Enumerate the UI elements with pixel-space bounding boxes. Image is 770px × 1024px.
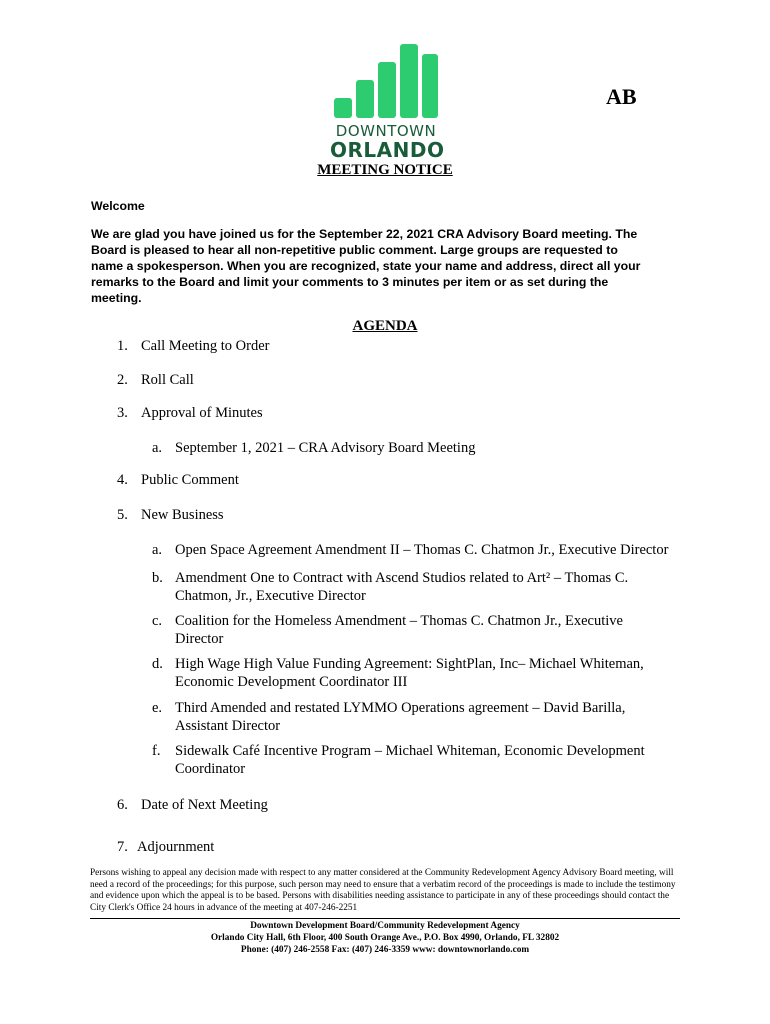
downtown-orlando-logo <box>330 40 445 162</box>
agenda-subitem: a. Open Space Agreement Amendment II – Thomas C. Chatmon Jr., Executive Director <box>152 542 669 558</box>
appeal-disclaimer: Persons wishing to appeal any decision made with respect to any matter considered at the Community Redevelopment Agency Advisory Board meeting, will need a record of the proceedings; for this purpose, such person may need to ensure that a verbatim record of the proceedings is made to include the testimony and evidence upon which the appeal is to be based. Persons with disabilities needing assistance to participate in any of these proceedings should contact the City Clerk's Office 24 hours in advance of the meeting at 407-246-2251 <box>90 868 676 913</box>
footer-contact: Phone: (407) 246-2558 Fax: (407) 246-3359 www: downtownorlando.com <box>240 945 530 955</box>
agenda-subitem: f. Sidewalk Café Incentive Program – Michael Whiteman, Economic Development Coordinator <box>152 743 645 777</box>
document-code: AB <box>606 84 637 109</box>
agenda-subitem: e. Third Amended and restated LYMMO Operations agreement – David Barilla, Assistant Director <box>152 700 626 734</box>
footer-divider <box>90 918 680 919</box>
logo-text-orlando: ORLANDO <box>330 138 445 162</box>
welcome-heading: Welcome <box>91 199 145 213</box>
footer-org: Downtown Development Board/Community Redevelopment Agency <box>250 921 520 931</box>
logo-bars-icon <box>330 40 442 120</box>
agenda-subitem: c. Coalition for the Homeless Amendment – Thomas C. Chatmon Jr., Executive Director <box>152 613 623 647</box>
agenda-subitem: d. High Wage High Value Funding Agreement: SightPlan, Inc– Michael Whiteman, Economic Development Coordinator III <box>152 656 644 690</box>
welcome-paragraph: We are glad you have joined us for the September 22, 2021 CRA Advisory Board meeting. The Board is pleased to hear all non-repetitive public comment. Large groups are requested to name a spokesperson. When you are recognized, state your name and address, direct all your remarks to the Board and limit your comments to 3 minutes per item or as set during the meeting. <box>91 227 641 305</box>
agenda-subitem: b. Amendment One to Contract with Ascend Studios related to Art² – Thomas C. Chatmon, Jr., Executive Director <box>152 570 629 604</box>
meeting-notice-title: MEETING NOTICE <box>317 162 453 178</box>
agenda-title: AGENDA <box>352 318 418 334</box>
footer-address: Orlando City Hall, 6th Floor, 400 South Orange Ave., P.O. Box 4990, Orlando, FL 32802 <box>210 933 560 943</box>
logo-text-downtown: DOWNTOWN <box>335 122 437 140</box>
